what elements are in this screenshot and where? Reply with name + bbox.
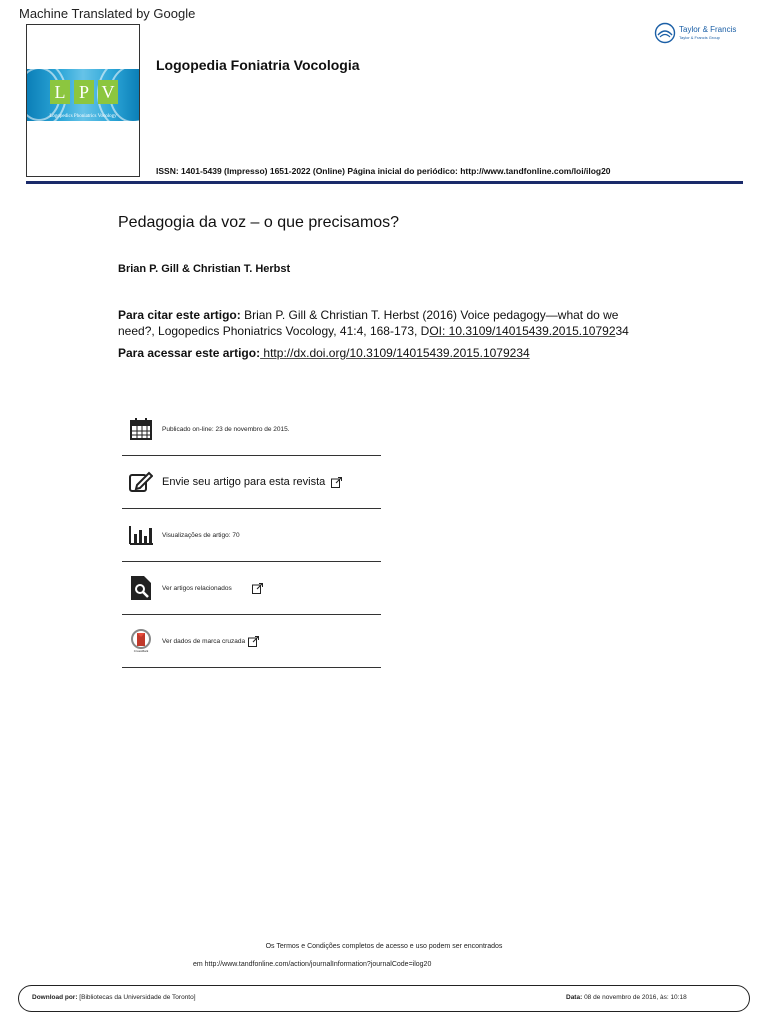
publisher-logo[interactable]	[654, 22, 736, 44]
bar-chart-icon	[128, 522, 154, 548]
calendar-icon	[128, 416, 154, 442]
citation-text: Brian P. Gill & Christian T. Herbst (2016) Voice pedagogy—what do we need?, Logopedics Phoniatrics Vocology, 41:4, 168-173, D	[118, 308, 619, 338]
article-views-row	[122, 509, 381, 562]
cover-letter: V	[98, 80, 118, 104]
cover-subtitle: Logopedics Phoniatrics Vocology	[49, 114, 117, 119]
download-date	[566, 994, 687, 1001]
terms-url-link[interactable]: em http://www.tandfonline.com/action/journalInformation?journalCode=ilog20	[193, 961, 432, 968]
external-link-icon	[252, 583, 263, 594]
date-value: 08 de novembro de 2016, às: 10:18	[582, 994, 687, 1001]
published-online-row	[122, 403, 381, 456]
machine-translated-banner: Machine Translated by Google	[19, 6, 196, 21]
citation-label: Para citar este artigo:	[118, 308, 241, 322]
cover-letter: L	[50, 80, 70, 104]
edit-icon	[128, 469, 154, 495]
downloaded-by	[32, 994, 196, 1001]
cover-letter: P	[74, 80, 94, 104]
published-online-text: Publicado on-line: 23 de novembro de 2015.	[162, 425, 290, 433]
publisher-group: Taylor & Francis Group	[679, 34, 720, 40]
citation-doi-link[interactable]: OI: 10.3109/14015439.2015.10792	[429, 324, 616, 338]
submit-article-link[interactable]: Envie seu artigo para esta revista	[162, 476, 326, 488]
related-articles-row[interactable]	[122, 562, 381, 615]
citation-doi-tail: 34	[615, 324, 629, 338]
date-label: Data:	[566, 994, 583, 1001]
crossmark-row[interactable]	[122, 615, 381, 668]
access-block	[118, 346, 530, 360]
crossmark-icon-label: CrossMark	[133, 649, 149, 653]
cover-logo	[50, 80, 118, 104]
journal-cover-image[interactable]	[26, 24, 140, 177]
access-label: Para acessar este artigo:	[118, 346, 261, 360]
taylor-francis-icon	[654, 22, 676, 44]
journal-issn-line: ISSN: 1401-5439 (Impresso) 1651-2022 (Online) Página inicial do periódico: http://www.tandfonline.com/loi/ilog20	[156, 166, 611, 176]
article-authors: Brian P. Gill & Christian T. Herbst	[118, 263, 291, 275]
download-label: Download por:	[32, 994, 78, 1001]
search-document-icon	[128, 575, 154, 601]
article-title: Pedagogia da voz – o que precisamos?	[118, 214, 400, 231]
external-link-icon	[248, 636, 259, 647]
citation-block	[118, 307, 658, 339]
related-articles-link[interactable]: Ver artigos relacionados	[162, 584, 232, 592]
download-value: [Bibliotecas da Universidade de Toronto]	[77, 994, 196, 1001]
crossmark-link[interactable]: Ver dados de marca cruzada	[162, 637, 246, 645]
journal-title[interactable]: Logopedia Foniatria Vocologia	[156, 57, 360, 73]
article-info-list	[122, 403, 381, 668]
article-views-text: Visualizações de artigo: 70	[162, 531, 240, 539]
submit-article-row[interactable]	[122, 456, 381, 509]
terms-notice: Os Termos e Condições completos de acesso e uso podem ser encontrados	[265, 943, 503, 950]
header-divider	[26, 181, 743, 184]
external-link-icon	[331, 477, 342, 488]
publisher-name: Taylor & Francis	[679, 25, 737, 35]
download-info-box	[18, 985, 750, 1012]
crossmark-icon	[128, 628, 154, 654]
access-url-link[interactable]: http://dx.doi.org/10.3109/14015439.2015.1079234	[260, 346, 530, 360]
